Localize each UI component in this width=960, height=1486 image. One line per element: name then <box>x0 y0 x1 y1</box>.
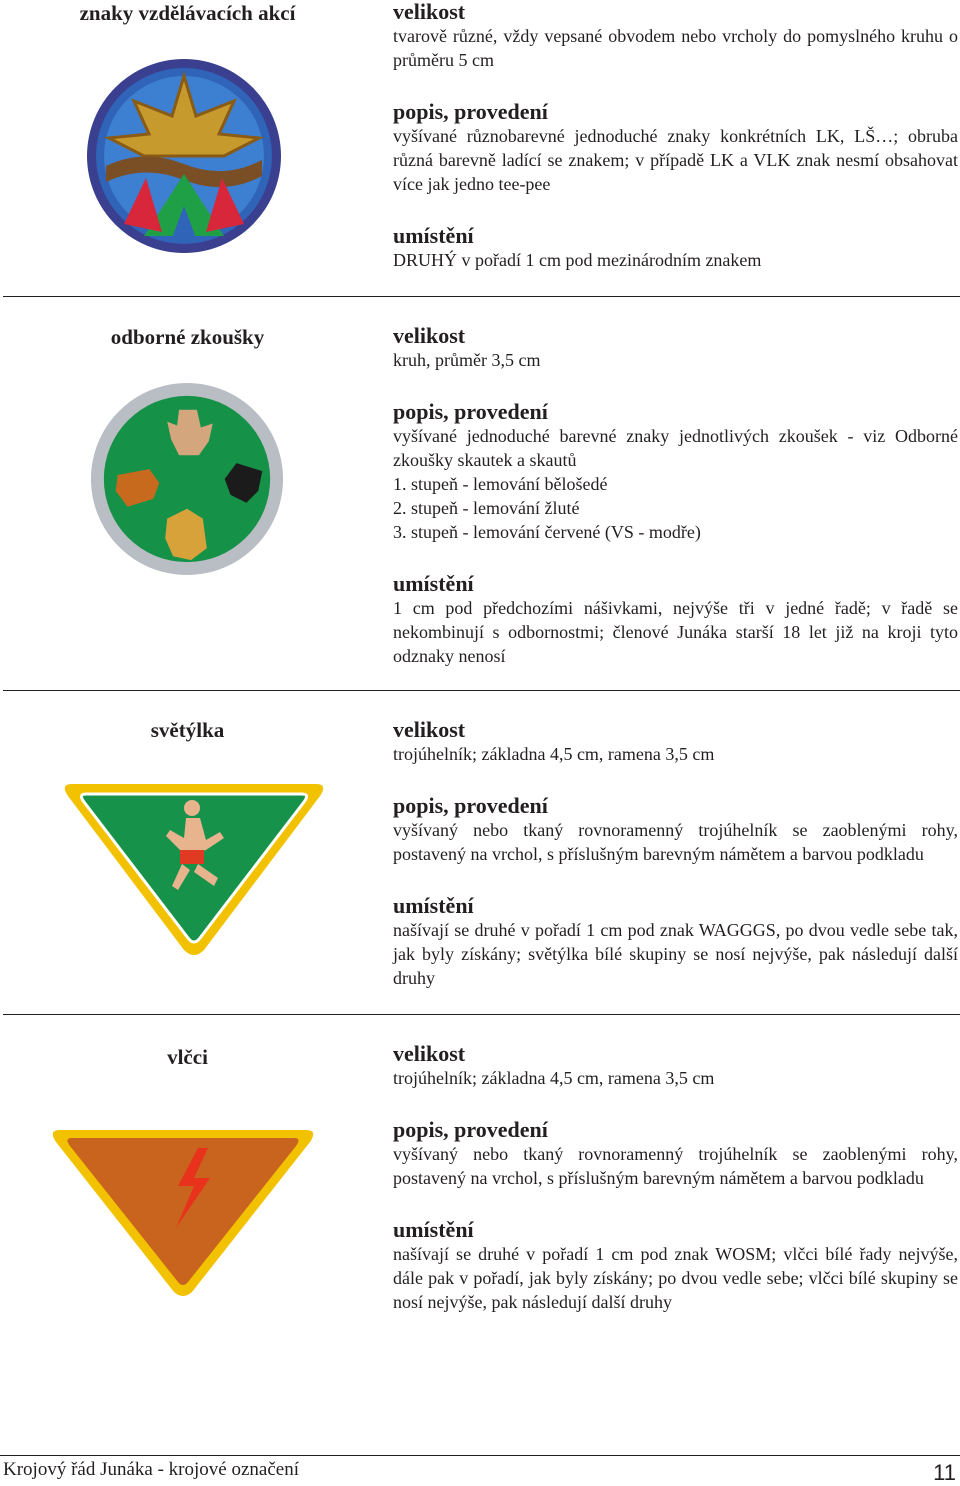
section-divider <box>3 690 960 691</box>
size-label: velikost <box>393 0 466 24</box>
placement-text: našívají se druhé v pořadí 1 cm pod znak WOSM; vlčci bílé řady nejvýše, dále pak v pořadí, jak byly získány; po dvou vedle sebe; vlčci bílé skupiny se nosí nejvýše, pak následují další druhy <box>393 1244 958 1312</box>
proficiency-badge-image <box>88 380 286 578</box>
section-divider <box>3 296 960 297</box>
section-divider <box>3 1014 960 1015</box>
description-text: vyšívané různobarevné jednoduché znaky konkrétních LK, LŠ…; obruba různá barevně ladící se znakem; v případě LK a VLK znak nesmí obsahovat více jak jedno tee-pee <box>393 126 958 194</box>
size-label: velikost <box>393 323 466 348</box>
section-title: odborné zkoušky <box>110 325 265 349</box>
education-event-badge-image <box>84 56 284 256</box>
size-text: trojúhelník; základna 4,5 cm, ramena 3,5 cm <box>393 1068 715 1088</box>
placement-label: umístění <box>393 1217 474 1242</box>
description-label: popis, provedení <box>393 99 548 124</box>
placement-label: umístění <box>393 223 474 248</box>
section-details <box>393 324 958 668</box>
light-badge-image <box>58 778 330 960</box>
size-label: velikost <box>393 717 466 742</box>
placement-label: umístění <box>393 571 474 596</box>
section-details <box>393 0 958 272</box>
level-item-1: 1. stupeň - lemování bělošedé <box>393 474 608 494</box>
footer-title: Krojový řád Junáka - krojové označení <box>3 1459 299 1480</box>
section-title: vlčci <box>167 1045 208 1069</box>
level-item-3: 3. stupeň - lemování červené (VS - modře) <box>393 522 701 542</box>
description-text: vyšívané jednoduché barevné znaky jednotlivých zkoušek - viz Odborné zkoušky skautek a skautů <box>393 426 958 470</box>
placement-text: DRUHÝ v pořadí 1 cm pod mezinárodním znakem <box>393 250 762 270</box>
page-number: 11 <box>933 1460 956 1485</box>
placement-label: umístění <box>393 893 474 918</box>
description-label: popis, provedení <box>393 1117 548 1142</box>
description-label: popis, provedení <box>393 399 548 424</box>
level-item-2: 2. stupeň - lemování žluté <box>393 498 580 518</box>
description-text: vyšívaný nebo tkaný rovnoramenný trojúhelník se zaoblenými rohy, postavený na vrchol, s příslušným barevným námětem a barvou podkladu <box>393 1144 958 1188</box>
description-text: vyšívaný nebo tkaný rovnoramenný trojúhelník se zaoblenými rohy, postavený na vrchol, s příslušným barevným námětem a barvou podkladu <box>393 820 958 864</box>
cub-badge-image <box>48 1124 318 1300</box>
section-details <box>393 718 958 990</box>
placement-text: 1 cm pod předchozími nášivkami, nejvýše tři v jedné řadě; v řadě se nekombinují s odbornostmi; členové Junáka starší 18 let již na kroji tyto odznaky nenosí <box>393 598 958 666</box>
footer-rule <box>0 1455 960 1456</box>
size-text: kruh, průměr 3,5 cm <box>393 350 541 370</box>
size-text: tvarově různé, vždy vepsané obvodem nebo vrcholy do pomyslného kruhu o průměru 5 cm <box>393 26 958 70</box>
section-title: světýlka <box>150 718 225 742</box>
placement-text: našívají se druhé v pořadí 1 cm pod znak WAGGGS, po dvou vedle sebe tak, jak byly získány; světýlka bílé skupiny se nosí nejvýše, pak následují další druhy <box>393 920 958 988</box>
section-details <box>393 1042 958 1314</box>
size-text: trojúhelník; základna 4,5 cm, ramena 3,5 cm <box>393 744 715 764</box>
description-label: popis, provedení <box>393 793 548 818</box>
section-title: znaky vzdělávacích akcí <box>79 1 296 25</box>
size-label: velikost <box>393 1041 466 1066</box>
